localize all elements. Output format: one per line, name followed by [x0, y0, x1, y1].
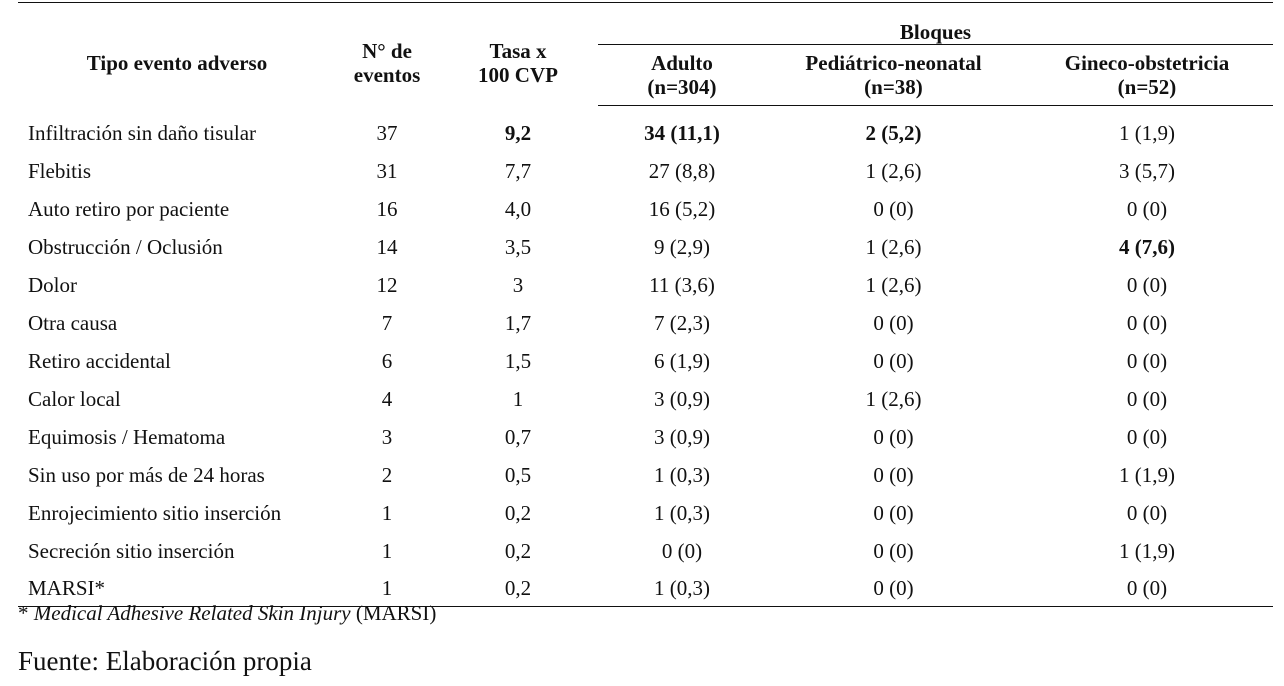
cell-tipo: Dolor — [28, 273, 77, 297]
cell-tipo: Secreción sitio inserción — [28, 539, 235, 563]
header-gin-line2: (n=52) — [1117, 75, 1177, 99]
header-n-line1: N° de — [362, 38, 412, 63]
cell-tipo: Flebitis — [28, 159, 92, 183]
cell-tasa: 4,0 — [504, 197, 532, 221]
cell-tipo: Auto retiro por paciente — [28, 197, 230, 221]
cell-adulto: 3 (0,9) — [654, 425, 710, 449]
cell-n: 1 — [336, 570, 438, 607]
table-row — [18, 152, 1273, 190]
cell-tasa: 3,5 — [504, 235, 532, 259]
cell-adulto: 0 (0) — [661, 539, 703, 563]
cell-tasa: 0,2 — [438, 570, 598, 607]
header-tasa-line2: 100 CVP — [478, 62, 558, 87]
header-bloques-text: Bloques — [899, 20, 972, 44]
cell-tasa: 1,5 — [504, 349, 532, 373]
cell-n: 4 — [381, 387, 393, 411]
cell-tipo: MARSI* — [18, 570, 336, 607]
cell-gineco: 0 (0) — [1126, 425, 1168, 449]
cell-tipo: Equimosis / Hematoma — [28, 425, 226, 449]
cell-pediatrico: 0 (0) — [873, 501, 914, 525]
table-row — [18, 418, 1273, 456]
table-row — [18, 228, 1273, 266]
cell-n: 1 — [381, 501, 393, 525]
cell-tipo: Infiltración sin daño tisular — [28, 121, 257, 145]
cell-tasa: 9,2 — [504, 121, 532, 145]
cell-adulto: 1 (0,3) — [654, 463, 710, 487]
cell-tipo: Obstrucción / Oclusión — [28, 235, 223, 259]
footnote-marker: * — [18, 601, 34, 625]
cell-gineco: 0 (0) — [1126, 311, 1168, 335]
cell-adulto: 1 (0,3) — [654, 501, 710, 525]
cell-tasa: 1 — [512, 387, 524, 411]
source-note: Fuente: Elaboración propia — [18, 646, 312, 676]
header-adulto — [598, 45, 766, 106]
cell-n: 14 — [376, 235, 398, 259]
cell-adulto: 3 (0,9) — [654, 387, 710, 411]
header-pediatrico — [766, 45, 1021, 106]
cell-n: 3 — [381, 425, 393, 449]
cell-gineco: 0 (0) — [1126, 387, 1168, 411]
table-row — [18, 342, 1273, 380]
table-row — [18, 266, 1273, 304]
adverse-events-table — [18, 20, 1273, 607]
cell-n: 2 — [381, 463, 393, 487]
cell-pediatrico: 0 (0) — [873, 349, 914, 373]
cell-tipo: Otra causa — [28, 311, 118, 335]
cell-n: 16 — [376, 197, 398, 221]
cell-pediatrico: 1 (2,6) — [865, 273, 922, 297]
cell-tasa: 3 — [512, 273, 524, 297]
cell-pediatrico: 1 (2,6) — [865, 159, 922, 183]
cell-tipo: Retiro accidental — [28, 349, 171, 373]
cell-gineco: 1 (1,9) — [1119, 539, 1175, 563]
cell-gineco: 1 (1,9) — [1119, 463, 1175, 487]
cell-adulto: 11 (3,6) — [649, 273, 715, 297]
cell-pediatrico: 0 (0) — [873, 197, 914, 221]
cell-tasa: 0,7 — [504, 425, 532, 449]
cell-pediatrico: 0 (0) — [766, 570, 1021, 607]
cell-n: 12 — [376, 273, 398, 297]
table-row — [18, 532, 1273, 570]
header-ped-line1: Pediátrico-neonatal — [805, 51, 982, 75]
cell-pediatrico: 1 (2,6) — [865, 387, 922, 411]
table-row — [18, 114, 1273, 152]
table-row — [18, 456, 1273, 494]
cell-tipo: Calor local — [28, 387, 121, 411]
header-n-line2: eventos — [353, 62, 421, 87]
header-ped-line2: (n=38) — [864, 75, 923, 99]
cell-gineco: 0 (0) — [1126, 197, 1168, 221]
cell-adulto: 27 (8,8) — [648, 159, 716, 183]
table-footnote — [18, 601, 436, 626]
cell-pediatrico: 0 (0) — [873, 463, 914, 487]
cell-tasa: 1,7 — [504, 311, 532, 335]
table-row — [18, 494, 1273, 532]
cell-adulto: 6 (1,9) — [654, 349, 710, 373]
cell-adulto: 16 (5,2) — [648, 197, 716, 221]
table-row — [18, 190, 1273, 228]
cell-pediatrico: 0 (0) — [873, 539, 914, 563]
cell-adulto: 34 (11,1) — [644, 121, 720, 145]
cell-n: 7 — [381, 311, 393, 335]
cell-tasa: 0,5 — [504, 463, 532, 487]
cell-adulto: 9 (2,9) — [654, 235, 710, 259]
cell-gineco: 0 (0) — [1126, 501, 1168, 525]
header-gin-line1: Gineco-obstetricia — [1064, 51, 1230, 75]
footnote-italic-text: Medical Adhesive Related Skin Injury — [33, 601, 351, 625]
cell-tipo: Enrojecimiento sitio inserción — [28, 501, 282, 525]
header-tasa — [438, 20, 598, 106]
cell-n: 1 — [381, 539, 393, 563]
cell-n: 6 — [381, 349, 393, 373]
header-adulto-line2: (n=304) — [647, 75, 717, 99]
table-row — [18, 304, 1273, 342]
top-rule — [18, 2, 1273, 3]
cell-gineco: 1 (1,9) — [1119, 121, 1175, 145]
cell-tipo: Sin uso por más de 24 horas — [28, 463, 265, 487]
cell-adulto: 7 (2,3) — [654, 311, 710, 335]
footnote-plain-text: (MARSI) — [350, 601, 437, 625]
header-tipo — [18, 20, 336, 106]
cell-tasa: 0,2 — [504, 539, 532, 563]
cell-gineco: 0 (0) — [1126, 349, 1168, 373]
table-row — [18, 380, 1273, 418]
header-bloques — [598, 20, 1273, 45]
cell-pediatrico: 1 (2,6) — [865, 235, 922, 259]
cell-pediatrico: 2 (5,2) — [865, 121, 922, 145]
cell-pediatrico: 0 (0) — [873, 311, 914, 335]
cell-gineco: 4 (7,6) — [1119, 235, 1175, 259]
cell-gineco: 3 (5,7) — [1119, 159, 1175, 183]
cell-pediatrico: 0 (0) — [873, 425, 914, 449]
header-tipo-text: Tipo evento adverso — [86, 50, 268, 75]
cell-n: 37 — [376, 121, 398, 145]
cell-n: 31 — [376, 159, 398, 183]
cell-tasa: 0,2 — [504, 501, 532, 525]
header-gineco — [1021, 45, 1273, 106]
header-n-eventos — [336, 20, 438, 106]
header-tasa-line1: Tasa x — [489, 38, 547, 63]
header-adulto-line1: Adulto — [651, 51, 713, 75]
cell-adulto: 1 (0,3) — [598, 570, 766, 607]
cell-gineco: 0 (0) — [1021, 570, 1273, 607]
cell-tasa: 7,7 — [504, 159, 532, 183]
cell-gineco: 0 (0) — [1126, 273, 1168, 297]
